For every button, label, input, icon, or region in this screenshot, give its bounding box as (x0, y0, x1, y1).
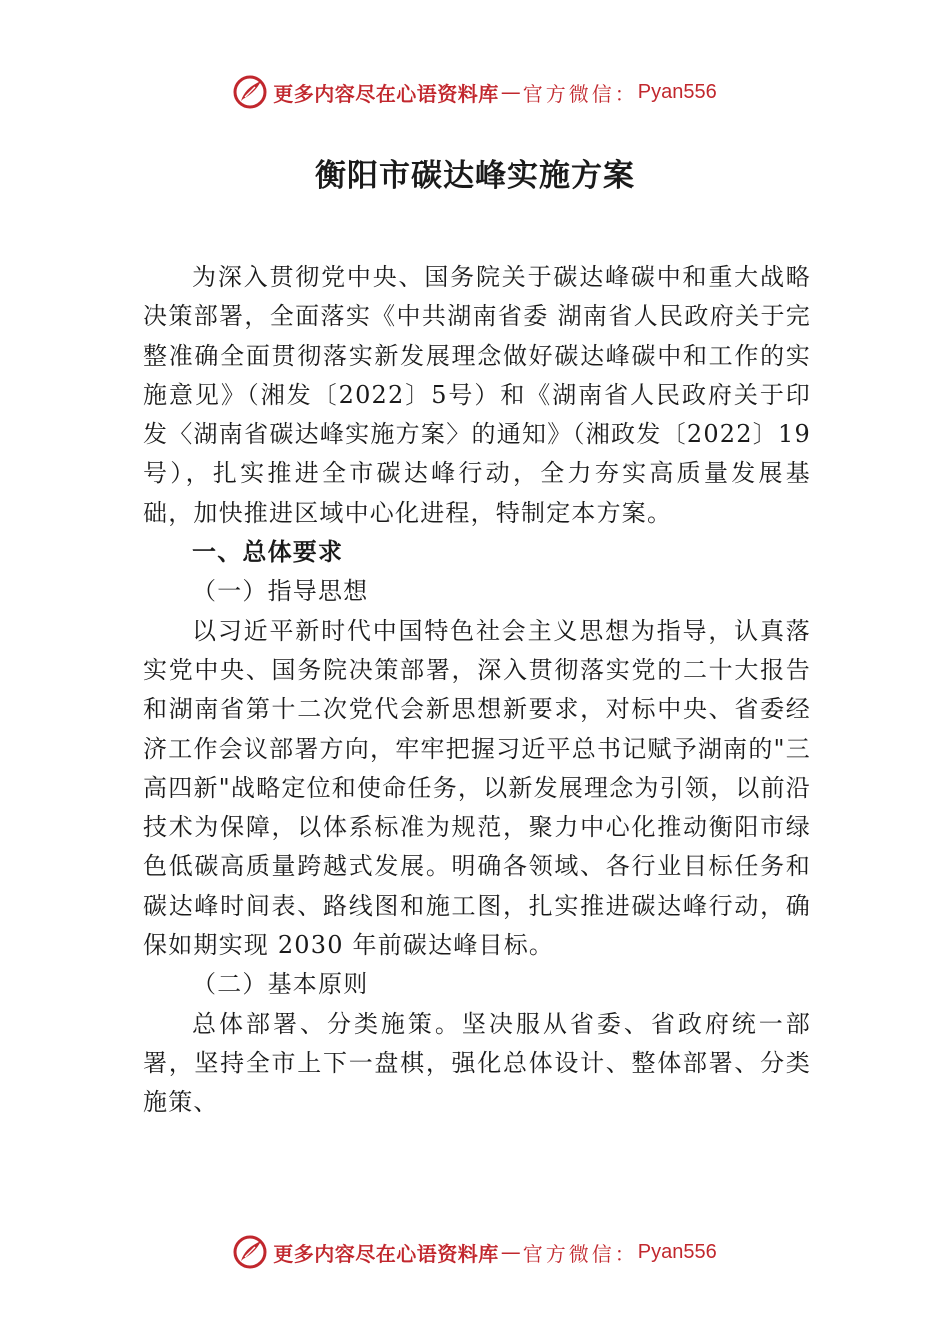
guiding-thought-paragraph: 以习近平新时代中国特色社会主义思想为指导，认真落实党中央、国务院决策部署，深入贯彻落实党的二十大报告和湖南省第十二次党代会新思想新要求，对标中央、省委经济工作会议部署方向，牢牢把握习近平总书记赋予湖南的"三高四新"战略定位和使命任务，以新发展理念为引领，以前沿技术为保障，以体系标准为规范，聚力中心化推动衡阳市绿色低碳高质量跨越式发展。明确各领域、各行业目标任务和碳达峰时间表、路线图和施工图，扎实推进碳达峰行动，确保如期实现 2030 年前碳达峰目标。 (143, 616, 811, 960)
subsection-heading-1: （一）指导思想 (192, 577, 369, 606)
footer-banner (0, 1232, 950, 1272)
basic-principles-paragraph: 总体部署、分类施策。坚决服从省委、省政府统一部署，坚持全市上下一盘棋，强化总体设计、整体部署、分类施策、 (143, 1009, 811, 1117)
document-body (143, 258, 811, 1123)
brand-logo-icon (233, 1235, 267, 1269)
banner-side-text: 官方微信： (522, 1241, 638, 1266)
banner-dash: — (500, 80, 521, 104)
banner-main-text: 更多内容尽在心语资料库 (273, 81, 499, 106)
banner-main-text: 更多内容尽在心语资料库 (273, 1241, 499, 1266)
banner-dash: — (500, 1240, 521, 1264)
brand-logo-icon (233, 75, 267, 109)
header-banner (0, 72, 950, 112)
banner-side-text: 官方微信： (522, 81, 638, 106)
section-heading-1: 一、总体要求 (192, 538, 344, 567)
document-title: 衡阳市碳达峰实施方案 (315, 158, 635, 194)
intro-paragraph: 为深入贯彻党中央、国务院关于碳达峰碳中和重大战略决策部署，全面落实《中共湖南省委 湖南省人民政府关于完整准确全面贯彻落实新发展理念做好碳达峰碳中和工作的实施意见》（湘发〔2022〕5号）和《湖南省人民政府关于印发〈湖南省碳达峰实施方案〉的通知》（湘政发〔2022〕19号），扎实推进全市碳达峰行动，全力夯实高质量发展基础，加快推进区域中心化进程，特制定本方案。 (143, 263, 811, 527)
banner-wechat-id: Pyan556 (637, 1240, 717, 1263)
subsection-heading-2: （二）基本原则 (192, 970, 369, 999)
banner-wechat-id: Pyan556 (637, 80, 717, 103)
